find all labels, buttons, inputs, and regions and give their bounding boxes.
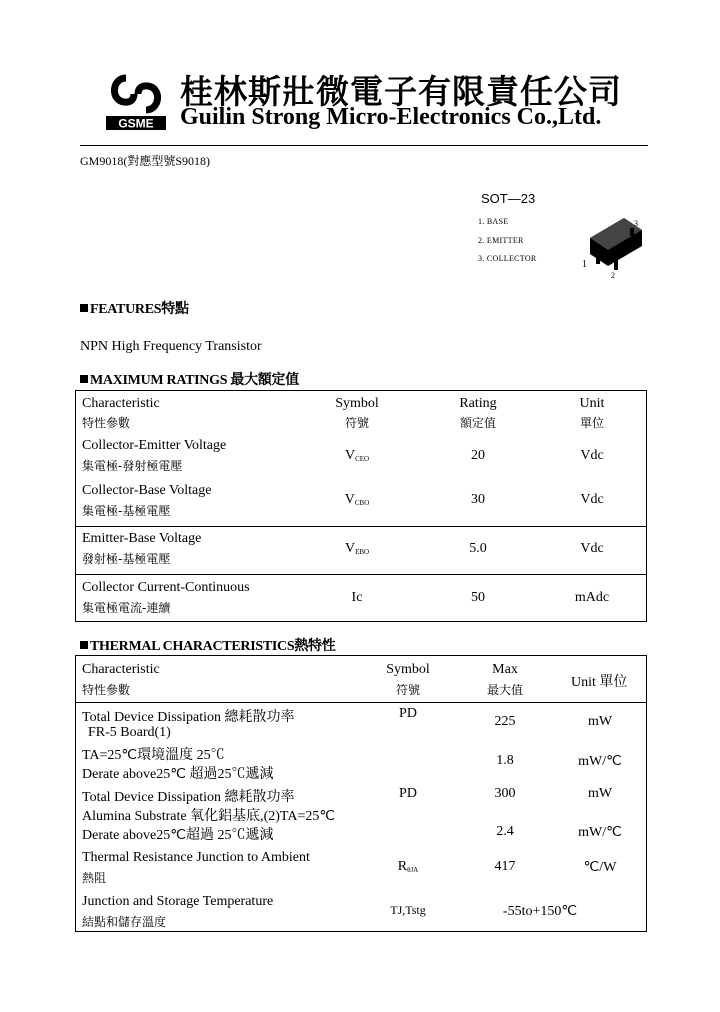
row-name: Collector Current-Continuous [82, 580, 250, 595]
row-value: 300 [494, 786, 516, 801]
row-value: 5.0 [469, 541, 487, 556]
col-unit-cn: 單位 [579, 416, 604, 430]
row-unit: Vdc [580, 448, 604, 463]
max-ratings-title-cn: 最大額定值 [230, 372, 299, 388]
row-unit: mW/℃ [578, 754, 622, 769]
row-symbol: TJ,Tstg [390, 903, 426, 917]
col-symbol-cn: 符號 [395, 683, 420, 697]
row-line: Derate above25℃ 超過25℃遞減 [82, 767, 274, 782]
row-value: 20 [471, 448, 485, 463]
row-name-cn: 發射極-基極電壓 [82, 552, 171, 566]
col-rating-cn: 額定值 [459, 416, 496, 430]
table-divider [75, 526, 647, 527]
pin-1-mark: 1 [582, 259, 587, 270]
row-line: Thermal Resistance Junction to Ambient [82, 850, 310, 865]
header-rule [80, 145, 648, 146]
package-name: SOT—23 [481, 191, 536, 206]
bullet-square-icon [80, 375, 88, 383]
row-name: Emitter-Base Voltage [82, 531, 202, 546]
row-unit: mW/℃ [578, 825, 622, 840]
row-line-cn: 結點和儲存溫度 [82, 915, 167, 929]
sot23-package-icon [578, 210, 650, 280]
logo-text: GSME [118, 116, 154, 131]
max-ratings-title: MAXIMUM RATINGS [90, 373, 228, 388]
row-name: Collector-Base Voltage [82, 483, 212, 498]
row-unit: mW [587, 786, 613, 801]
pin-3-mark: 3 [634, 219, 638, 228]
row-value: -55to+150℃ [502, 904, 578, 919]
row-symbol: $V_{CEO}$ [344, 448, 370, 463]
features-heading [80, 298, 189, 318]
row-symbol: PD [399, 786, 417, 801]
row-unit: ℃/W [583, 860, 617, 875]
row-value: 225 [494, 714, 516, 729]
col-symbol: Symbol [386, 662, 430, 677]
row-symbol: PD [399, 706, 417, 721]
row-name-cn: 集電極-發射極電壓 [82, 459, 183, 473]
row-line: TA=25℃環境溫度 25℃ [82, 748, 225, 763]
pin-1-label: 1. BASE [478, 217, 509, 226]
features-description: NPN High Frequency Transistor [80, 339, 262, 354]
table-divider [75, 574, 647, 575]
col-characteristic: Characteristic [82, 662, 160, 677]
row-value: 2.4 [496, 824, 514, 839]
part-number: GM9018(對應型號S9018) [80, 154, 211, 168]
row-line: Derate above25℃超過 25℃遞減 [82, 828, 274, 843]
features-title-cn: 特點 [161, 301, 189, 317]
thermal-title: THERMAL CHARACTERISTICS [90, 639, 295, 654]
col-characteristic-cn: 特性參數 [82, 416, 131, 430]
pin-3-label: 3. COLLECTOR [478, 254, 537, 263]
pin-2-label: 2. EMITTER [478, 236, 524, 245]
row-line: Total Device Dissipation 總耗散功率 [82, 710, 295, 725]
col-max-cn: 最大值 [486, 683, 523, 697]
row-symbol: Ic [351, 590, 363, 605]
row-value: 1.8 [496, 753, 514, 768]
row-name-cn: 集電極電流-連續 [82, 601, 171, 615]
thermal-title-cn: 熱特性 [294, 638, 336, 654]
col-symbol-cn: 符號 [344, 416, 369, 430]
thermal-heading [80, 635, 335, 655]
col-symbol: Symbol [335, 396, 379, 411]
col-characteristic: Characteristic [82, 396, 160, 411]
row-symbol: $V_{EBO}$ [344, 541, 370, 556]
pin-2-mark: 2 [611, 271, 615, 280]
row-value: 417 [494, 859, 516, 874]
row-line-cn: 熱阻 [82, 871, 107, 885]
col-rating: Rating [459, 396, 497, 411]
col-unit: Unit [579, 396, 605, 411]
col-characteristic-cn: 特性參數 [82, 683, 131, 697]
row-unit: Vdc [580, 541, 604, 556]
row-symbol: $R_{\theta JA}$ [397, 859, 419, 874]
row-line: Junction and Storage Temperature [82, 894, 274, 909]
company-name-cn: 桂林斯壯微電子有限責任公司 [180, 72, 622, 111]
row-name: Collector-Emitter Voltage [82, 438, 227, 453]
row-value: 50 [471, 590, 485, 605]
row-line: Total Device Dissipation 總耗散功率 [82, 790, 295, 805]
row-value: 30 [471, 492, 485, 507]
bullet-square-icon [80, 641, 88, 649]
row-name-cn: 集電極-基極電壓 [82, 504, 171, 518]
bullet-square-icon [80, 304, 88, 312]
col-max: Max [492, 662, 518, 677]
row-unit: mAdc [574, 590, 610, 605]
max-ratings-heading [80, 369, 299, 389]
table-divider [75, 702, 647, 703]
row-unit: Vdc [580, 492, 604, 507]
row-line: FR-5 Board(1) [88, 725, 171, 740]
row-unit: mW [587, 714, 613, 729]
gsme-logo [106, 70, 166, 132]
company-name-en: Guilin Strong Micro-Electronics Co.,Ltd. [180, 104, 602, 130]
col-unit: Unit 單位 [571, 675, 628, 690]
row-line: Alumina Substrate 氧化鋁基底,(2)TA=25℃ [82, 809, 336, 824]
features-title: FEATURES [90, 302, 162, 317]
row-symbol: $V_{CBO}$ [344, 492, 370, 507]
